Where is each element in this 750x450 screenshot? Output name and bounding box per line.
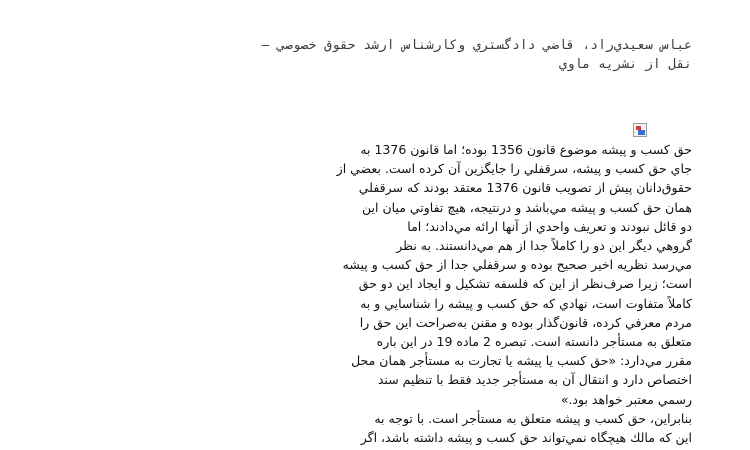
body-line: اختصاص دارد و انتقال آن به مستأجر جديد فقط با تنظيم سند — [377, 372, 692, 388]
body-line: دو قائل نبودند و تعريف واحدي از آنها ارائه مي‌دادند؛ اما — [407, 218, 692, 234]
body-line: حق كسب و پيشه موضوع قانون 1356 بوده؛ اما قانون 1376 به — [360, 142, 692, 157]
body-line: اين كه مالك هيچگاه نمي‌تواند حق كسب و پيشه داشته باشد، اگر — [360, 430, 692, 446]
body-line: مردم معرفي كرده، قانون‌گذار بوده و مقنن به‌صراحت اين حق را — [359, 314, 692, 330]
body-line: گروهي ديگر اين دو را كاملاً جدا از هم مي‌دانستند. به نظر — [396, 238, 692, 254]
article-body — [56, 140, 692, 447]
body-line: مي‌رسد نظريه اخير صحيح بوده و سرقفلي جدا از حق كسب و پيشه — [342, 257, 692, 273]
body-line: رسمي معتبر خواهد بود.» — [560, 391, 692, 407]
body-line: بنابراين، حق كسب و پيشه متعلق به مستأجر است. با توجه به — [374, 410, 692, 426]
author-line: عباس سعيدي‌راد، قاضي دادگستري وكارشناس ارشد حقوق خصوصي – — [261, 38, 692, 53]
body-line: حقوق‌دانان پيش از تصويب قانون 1376 معتقد بودند كه سرقفلي — [358, 180, 692, 196]
body-line: كاملاً متفاوت است، نهادي كه حق كسب و پيشه را شناسايي و به — [360, 295, 692, 311]
body-line: مقرر مي‌دارد: «حق كسب يا پيشه يا تجارت به مستأجر همان محل — [351, 353, 692, 369]
body-line: جاي حق كسب و پيشه، سرقفلي را جايگزين آن كرده است. بعضي از — [336, 161, 692, 177]
body-line: متعلق به مستأجر دانسته است. تبصره 2 ماده 19 در اين باره — [376, 334, 692, 350]
body-line: است؛ زيرا صرف‌نظر از اين كه فلسفه تشكيل و ايجاد اين دو حق — [358, 276, 692, 292]
source-line: نقل از نشريه ماوي — [558, 57, 692, 72]
author-source-header — [52, 36, 692, 74]
body-line: همان حق كسب و پيشه مي‌باشد و درنتيجه، هيچ تفاوتي ميان اين — [362, 199, 692, 215]
broken-image-icon — [633, 123, 647, 137]
